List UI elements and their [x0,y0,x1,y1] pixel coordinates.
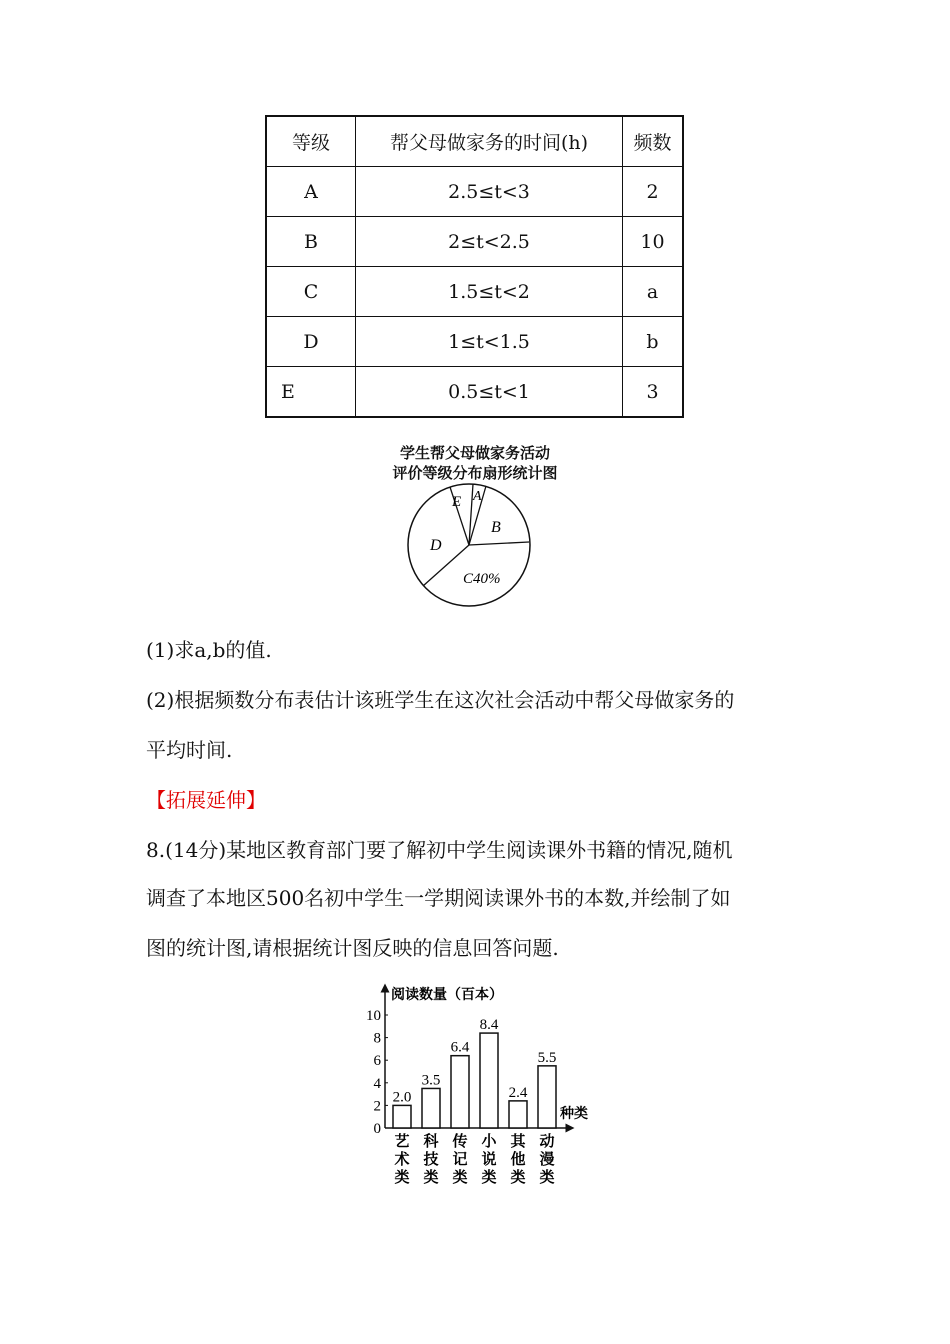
pie-title-line2: 评价等级分布扇形统计图 [392,464,558,482]
section-heading: 【拓展延伸】 [146,788,266,812]
table-row [266,367,683,418]
time-cell: 1.5≤t<2 [356,267,623,317]
bar [509,1101,527,1128]
pie-label-c: C40% [463,571,501,587]
grade-cell: B [266,217,356,267]
frequency-cell: a [623,267,684,317]
problem-8-line1: 8.(14分)某地区教育部门要了解初中学生阅读课外书籍的情况,随机 [146,838,733,862]
time-cell: 2.5≤t<3 [356,167,623,217]
grade-cell: D [266,317,356,367]
pie-title-line1: 学生帮父母做家务活动 [399,444,550,462]
header-frequency: 频数 [623,116,684,167]
y-tick-label: 8 [373,1030,381,1047]
category-label: 科技类 [423,1134,439,1186]
question-1: (1)求a,b的值. [146,638,272,662]
category-label: 艺术类 [394,1134,410,1186]
pie-label-e: E [452,494,462,510]
table-header-row [266,116,683,167]
category-label: 其他类 [510,1134,526,1186]
category-label: 传记类 [452,1134,468,1186]
frequency-cell: 2 [623,167,684,217]
y-axis-label: 阅读数量（百本） [391,988,503,1003]
category-label: 小说类 [481,1134,497,1186]
x-axis-label: 种类 [560,1107,588,1122]
time-cell: 2≤t<2.5 [356,217,623,267]
bar [451,1056,469,1128]
frequency-cell: b [623,317,684,367]
y-tick-label: 2 [373,1098,381,1115]
bar-value-label: 3.5 [421,1072,441,1089]
table-row [266,167,683,217]
time-cell: 1≤t<1.5 [356,317,623,367]
grade-cell: C [266,267,356,317]
problem-8-line2: 调查了本地区500名初中学生一学期阅读课外书的本数,并绘制了如 [146,886,731,910]
frequency-table [265,115,684,418]
y-tick-label: 0 [373,1121,381,1137]
bar-value-label: 5.5 [537,1049,557,1066]
question-2-line1: (2)根据频数分布表估计该班学生在这次社会活动中帮父母做家务的 [146,688,735,712]
pie-label-a: A [473,489,482,504]
grade-cell: E [266,367,356,418]
bar [538,1066,556,1128]
frequency-cell: 10 [623,217,684,267]
y-tick-label: 4 [373,1075,381,1092]
pie-label-d: D [430,537,442,554]
y-tick-label: 10 [366,1008,381,1024]
bar-value-label: 2.4 [508,1084,528,1101]
bar [422,1088,440,1128]
header-time: 帮父母做家务的时间(h) [356,116,623,167]
time-cell: 0.5≤t<1 [356,367,623,418]
question-2-line2: 平均时间. [146,738,233,762]
frequency-cell: 3 [623,367,684,418]
problem-8-line3: 图的统计图,请根据统计图反映的信息回答问题. [146,936,559,960]
pie-chart [400,480,550,610]
table-row [266,317,683,367]
table-row [266,267,683,317]
bar-chart [355,980,615,1195]
bar-value-label: 6.4 [450,1039,470,1056]
bar-value-label: 8.4 [479,1017,499,1034]
y-tick-label: 6 [373,1053,381,1070]
header-grade: 等级 [266,116,356,167]
category-label: 动漫类 [539,1134,555,1186]
bar-value-label: 2.0 [392,1089,412,1106]
bar [393,1105,411,1128]
pie-label-b: B [491,519,501,536]
table-row [266,217,683,267]
bar [480,1033,498,1128]
grade-cell: A [266,167,356,217]
